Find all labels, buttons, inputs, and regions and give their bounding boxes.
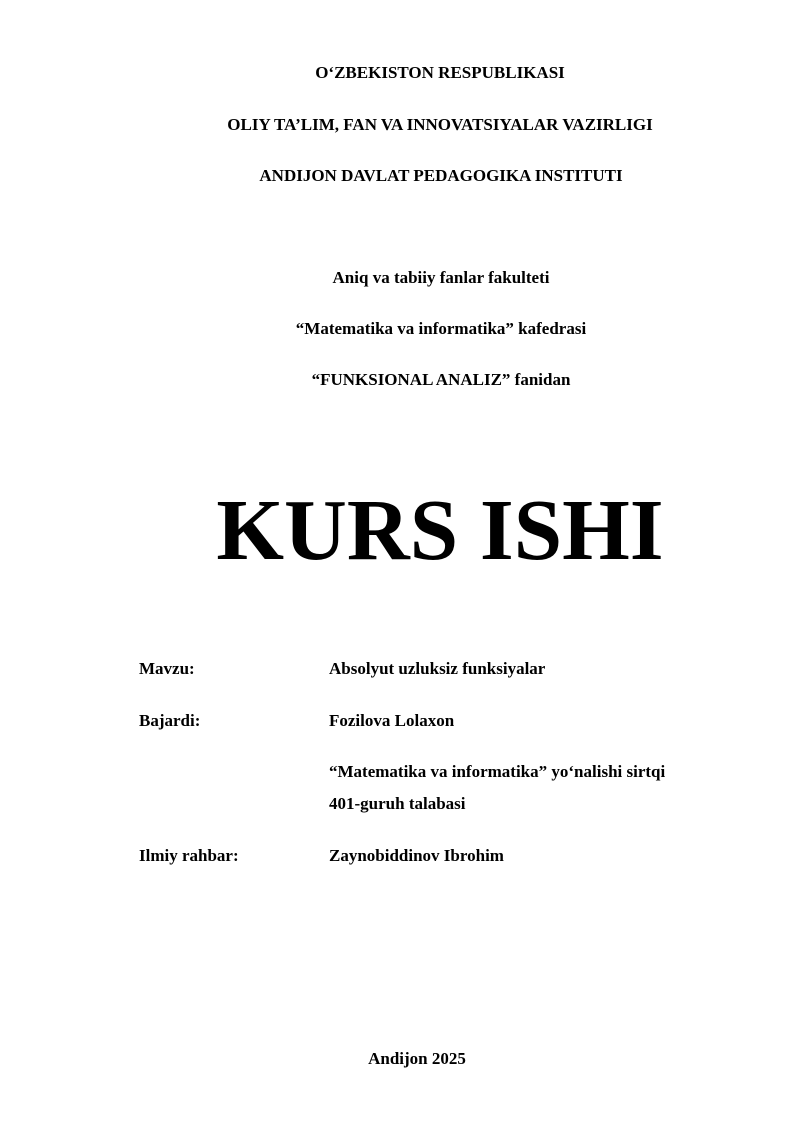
institute-heading: ANDIJON DAVLAT PEDAGOGIKA INSTITUTI (259, 166, 623, 185)
performer-info-line-1: “Matematika va informatika” yo‘nalishi sirtqi (329, 762, 666, 781)
performer-label: Bajardi: (139, 711, 201, 730)
subject-line: “FUNKSIONAL ANALIZ” fanidan (311, 370, 571, 389)
supervisor-name: Zaynobiddinov Ibrohim (329, 846, 504, 865)
faculty-line: Aniq va tabiiy fanlar fakulteti (332, 268, 550, 287)
topic-value: Absolyut uzluksiz funksiyalar (329, 659, 546, 678)
topic-label: Mavzu: (139, 659, 195, 678)
document-title: KURS ISHI (216, 481, 664, 578)
performer-info-line-2: 401-guruh talabasi (329, 794, 466, 813)
department-line: “Matematika va informatika” kafedrasi (295, 319, 587, 338)
supervisor-label: Ilmiy rahbar: (139, 846, 239, 865)
city-year-footer: Andijon 2025 (368, 1049, 466, 1068)
republic-heading: O‘ZBEKISTON RESPUBLIKASI (315, 63, 565, 82)
performer-name: Fozilova Lolaxon (329, 711, 455, 730)
ministry-heading: OLIY TA’LIM, FAN VA INNOVATSIYALAR VAZIRLIGI (227, 115, 653, 134)
